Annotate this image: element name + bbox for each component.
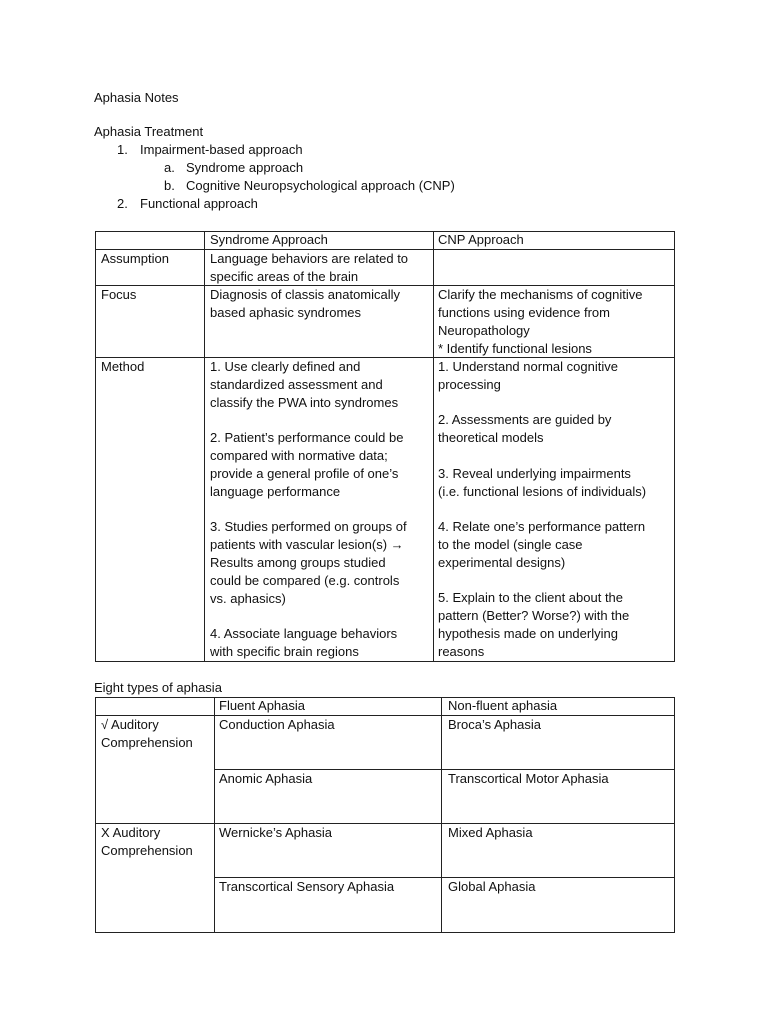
table-cell: 4. Relate one’s performance pattern to the model (single case experimental designs) [438, 519, 646, 570]
table-rule [95, 697, 96, 932]
list-letter: b. [164, 178, 175, 193]
cell-text: Results among groups studied could be compared (e.g. controls vs. aphasics) [210, 555, 400, 606]
list-number: 2. [117, 196, 128, 211]
list-item: Impairment-based approach [140, 142, 303, 157]
table-rule [95, 661, 675, 662]
approach-table [95, 231, 675, 661]
list-item: Syndrome approach [186, 160, 304, 175]
table-cell: 2. Assessments are guided by theoretical models [438, 412, 612, 445]
table-cell: Conduction Aphasia [219, 717, 335, 732]
table-rule [204, 231, 205, 661]
table-cell: Language behaviors are related to specific areas of the brain [210, 251, 409, 284]
table-cell: 4. Associate language behaviors with specific brain regions [210, 626, 398, 659]
table-rule [95, 932, 675, 933]
table-cell: Transcortical Motor Aphasia [448, 771, 609, 786]
table-rule [95, 231, 96, 661]
column-header: Fluent Aphasia [219, 698, 306, 713]
column-header: CNP Approach [438, 232, 524, 247]
row-header: √ Auditory Comprehension [101, 717, 193, 750]
arrow-right-icon: → [390, 537, 404, 552]
aphasia-types-table [95, 697, 675, 933]
list-letter: a. [164, 160, 175, 175]
row-header: Method [101, 359, 145, 374]
list-item: Cognitive Neuropsychological approach (CNP) [186, 178, 455, 193]
table-cell: 1. Understand normal cognitive processing [438, 359, 618, 392]
table-cell: Broca’s Aphasia [448, 717, 541, 732]
table-rule [441, 697, 442, 932]
column-header: Syndrome Approach [210, 232, 328, 247]
table-cell: 2. Patient’s performance could be compared with normative data; provide a general profile of one’s language performance [210, 430, 404, 499]
table-rule [433, 231, 434, 661]
row-header: X Auditory Comprehension [101, 825, 193, 858]
table-rule [674, 231, 675, 661]
table-cell: Clarify the mechanisms of cognitive functions using evidence from Neuropathology * Identify functional lesions [438, 287, 643, 356]
list-number: 1. [117, 142, 128, 157]
table-cell: Mixed Aphasia [448, 825, 533, 840]
row-header: Assumption [101, 251, 169, 266]
table-cell: 5. Explain to the client about the pattern (Better? Worse?) with the hypothesis made on underlying reasons [438, 590, 630, 659]
cell-text: 3. Studies performed on groups of patients with vascular lesion(s) [210, 519, 407, 552]
table-rule [674, 697, 675, 932]
types-heading: Eight types of aphasia [94, 680, 222, 695]
table-rule [95, 231, 675, 232]
table-cell: 1. Use clearly defined and standardized assessment and classify the PWA into syndromes [210, 359, 399, 410]
table-cell: Anomic Aphasia [219, 771, 313, 786]
table-cell: Diagnosis of classis anatomically based aphasic syndromes [210, 287, 401, 320]
list-item: Functional approach [140, 196, 258, 211]
table-cell [210, 518, 407, 608]
page-title: Aphasia Notes [94, 90, 179, 105]
table-cell: Global Aphasia [448, 879, 536, 894]
treatment-heading: Aphasia Treatment [94, 124, 204, 139]
table-rule [95, 697, 675, 698]
table-cell: Transcortical Sensory Aphasia [219, 879, 395, 894]
table-rule [214, 697, 215, 932]
table-cell: 3. Reveal underlying impairments (i.e. functional lesions of individuals) [438, 466, 647, 499]
row-header: Focus [101, 287, 137, 302]
column-header: Non-fluent aphasia [448, 698, 558, 713]
table-cell: Wernicke’s Aphasia [219, 825, 332, 840]
